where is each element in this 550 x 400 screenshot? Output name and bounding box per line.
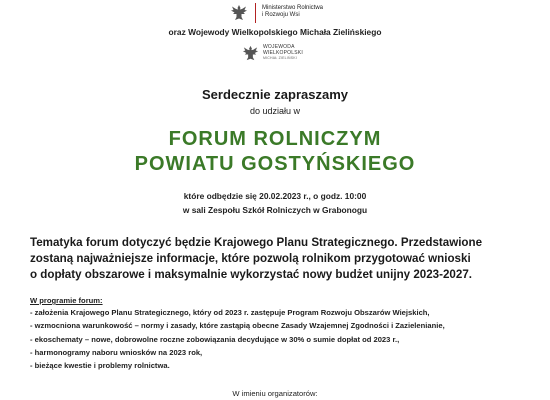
program-item: - wzmocniona warunkowość – normy i zasady, które zastąpią obecne Zasady Wzajemnej Zgodności i Zazielenianie, bbox=[30, 321, 445, 331]
ministry-name-line1: Ministerstwo Rolnictwa bbox=[262, 5, 324, 11]
voivode-name-line1: WOJEWODA bbox=[263, 43, 295, 50]
forum-title-line2: POWIATU GOSTYŃSKIEGO bbox=[134, 153, 416, 175]
event-venue: w sali Zespołu Szkół Rolniczych w Grabonogu bbox=[182, 205, 368, 215]
eagle-icon bbox=[229, 3, 249, 23]
invitation-greeting: Serdecznie zapraszamy bbox=[202, 87, 348, 102]
voivode-name-line3: MICHAŁ ZIELIŃSKI bbox=[263, 56, 297, 61]
eagle-icon bbox=[241, 44, 260, 63]
signature-line: W imieniu organizatorów: bbox=[232, 389, 318, 398]
ministry-logo bbox=[229, 3, 323, 23]
voivode-logo bbox=[241, 44, 303, 63]
voivode-name-line2: WIELKOPOLSKI bbox=[263, 49, 303, 56]
ministry-name-line2: i Rozwoju Wsi bbox=[262, 12, 300, 18]
co-organizer-line: oraz Wojewody Wielkopolskiego Michała Zielińskiego bbox=[168, 27, 382, 37]
intro-line: zostaną najważniejsze informacje, które pozwolą rolnikom przygotować wnioski bbox=[30, 251, 471, 265]
logo-divider bbox=[255, 3, 256, 23]
invitation-sub: do udziału w bbox=[249, 106, 301, 116]
event-date: które odbędzie się 20.02.2023 r., o godz. 10:00 bbox=[183, 191, 367, 201]
voivode-name bbox=[263, 45, 303, 62]
program-heading: W programie forum: bbox=[30, 296, 103, 305]
forum-title-line1: FORUM ROLNICZYM bbox=[168, 128, 382, 150]
ministry-name bbox=[262, 3, 323, 19]
program-item: - bieżące kwestie i problemy rolnictwa. bbox=[30, 361, 170, 371]
intro-line: Tematyka forum dotyczyć będzie Krajowego Planu Strategicznego. Przedstawione bbox=[30, 236, 483, 249]
program-item: - ekoschematy – nowe, dobrowolne roczne zobowiązania decydujące w 30% o sumie dopłat od 2023 r., bbox=[30, 334, 400, 344]
program-item: - założenia Krajowego Planu Strategicznego, który od 2023 r. zastępuje Program Rozwoju Obszarów Wiejskich, bbox=[30, 308, 430, 317]
intro-paragraph bbox=[30, 235, 535, 282]
intro-line: o dopłaty obszarowe i maksymalnie wykorzystać nowy budżet unijny 2023-2027. bbox=[30, 267, 473, 281]
program-list bbox=[30, 306, 535, 372]
program-item: - harmonogramy naboru wniosków na 2023 rok, bbox=[30, 347, 203, 357]
